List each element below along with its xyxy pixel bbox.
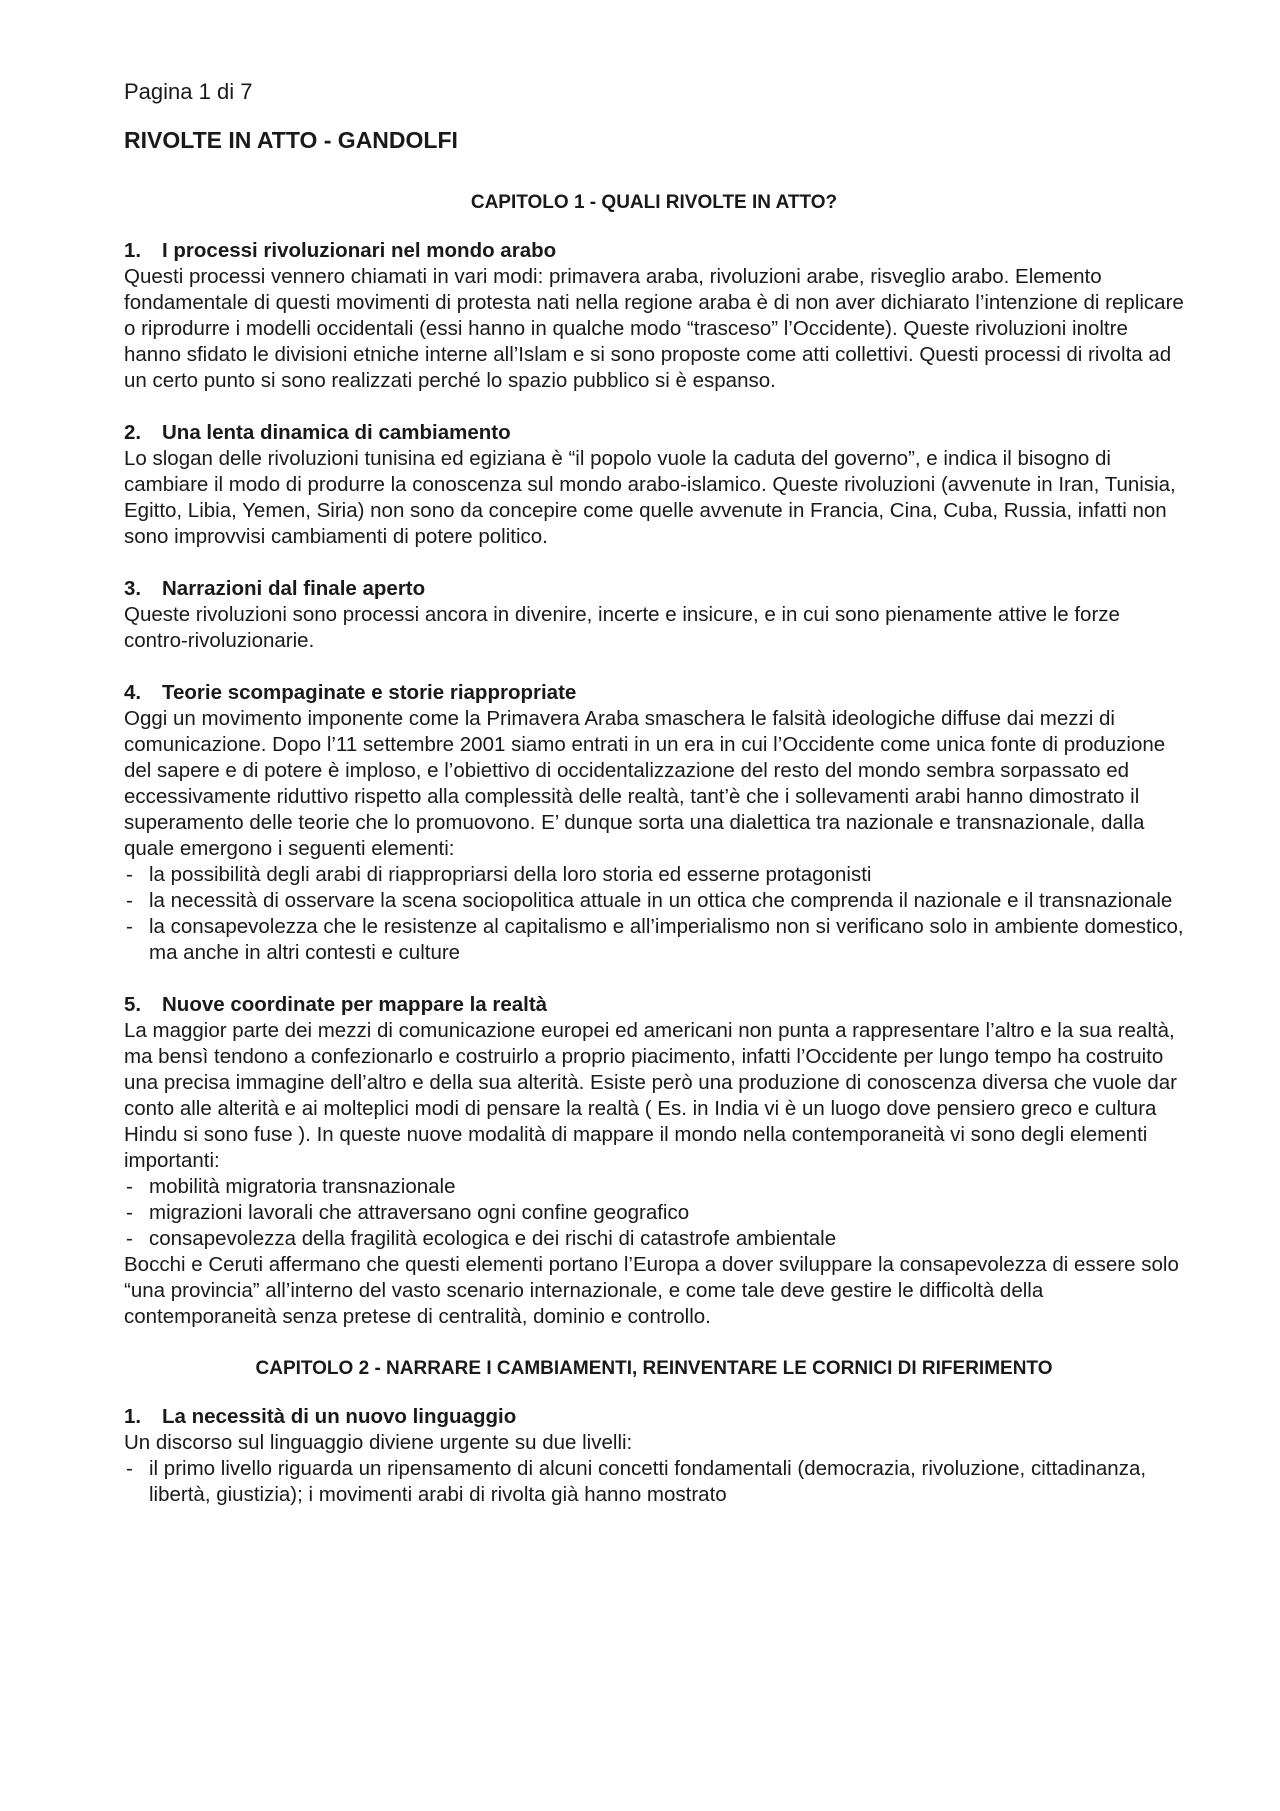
section [124, 680, 1184, 966]
bullet-dash: - [126, 915, 133, 938]
paragraph: Questi processi vennero chiamati in vari modi: primavera araba, rivoluzioni arabe, risveglio arabo. Elemento fondamentale di questi movimenti di protesta nati nella regione araba è di non aver dichiarato l’intenzione di replicare o riprodurre i modelli occidentali (essi hanno in qualche modo “trasceso” l’Occidente). Queste rivoluzioni inoltre hanno sfidato le divisioni etniche interne all’Islam e si sono proposte come atti collettivi. Questi processi di rivolta ad un certo punto si sono realizzati perché lo spazio pubblico si è espanso. [124, 265, 1184, 392]
list-item [124, 862, 1184, 888]
section-number: 5. [124, 993, 142, 1016]
section-number: 4. [124, 681, 142, 704]
list-item [124, 888, 1184, 914]
section-heading-text: Teorie scompaginate e storie riappropriate [162, 681, 577, 704]
section-number: 3. [124, 577, 142, 600]
bullet-list [124, 862, 1184, 966]
list-item-text: consapevolezza della fragilità ecologica e dei rischi di catastrofe ambientale [149, 1227, 837, 1250]
section-heading [124, 238, 1184, 264]
list-item [124, 1174, 1184, 1200]
list-item-text: la necessità di osservare la scena sociopolitica attuale in un ottica che comprenda il nazionale e il transnazionale [149, 889, 1173, 912]
bullet-dash: - [126, 1201, 133, 1224]
section-heading-text: Nuove coordinate per mappare la realtà [162, 993, 548, 1016]
paragraph: La maggior parte dei mezzi di comunicazione europei ed americani non punta a rappresentare l’altro e la sua realtà, ma bensì tendono a confezionarlo e costruirlo a proprio piacimento, infatti l’Occidente per lungo tempo ha costruito una precisa immagine dell’altro e della sua alterità. Esiste però una produzione di conoscenza diversa che vuole dar conto alle alterità e ai molteplici modi di pensare la realtà ( Es. in India vi è un luogo dove pensiero greco e cultura Hindu si sono fuse ). In queste nuove modalità di mappare il mondo nella contemporaneità vi sono degli elementi importanti: [124, 1019, 1177, 1172]
paragraph: Bocchi e Ceruti affermano che questi elementi portano l’Europa a dover sviluppare la consapevolezza di essere solo “una provincia” all’interno del vasto scenario internazionale, e come tale deve gestire le difficoltà della contemporaneità senza pretese di centralità, dominio e controllo. [124, 1253, 1179, 1328]
section-heading [124, 576, 1184, 602]
bullet-dash: - [126, 1457, 133, 1480]
bullet-list [124, 1174, 1184, 1252]
section-heading-text: Una lenta dinamica di cambiamento [162, 421, 511, 444]
section-number: 1. [124, 1405, 142, 1428]
paragraph: Oggi un movimento imponente come la Primavera Araba smaschera le falsità ideologiche diffuse dai mezzi di comunicazione. Dopo l’11 settembre 2001 siamo entrati in un era in cui l’Occidente come unica fonte di produzione del sapere e di potere è imploso, e l’obiettivo di occidentalizzazione del resto del mondo sembra sorpassato ed eccessivamente riduttivo rispetto alla complessità delle realtà, tant’è che i sollevamenti arabi hanno dimostrato il superamento delle teorie che lo promuovono. E’ dunque sorta una dialettica tra nazionale e transnazionale, dalla quale emergono i seguenti elementi: [124, 707, 1166, 860]
section [124, 576, 1184, 654]
bullet-dash: - [126, 889, 133, 912]
chapter-title: CAPITOLO 2 - NARRARE I CAMBIAMENTI, REINVENTARE LE CORNICI DI RIFERIMENTO [255, 1358, 1053, 1379]
list-item [124, 1226, 1184, 1252]
bullet-dash: - [126, 1175, 133, 1198]
section-number: 1. [124, 239, 142, 262]
chapter-title: CAPITOLO 1 - QUALI RIVOLTE IN ATTO? [470, 192, 838, 213]
page-number: Pagina 1 di 7 [124, 79, 253, 104]
list-item [124, 1456, 1184, 1508]
section-number: 2. [124, 421, 142, 444]
paragraph: Queste rivoluzioni sono processi ancora in divenire, incerte e insicure, e in cui sono pienamente attive le forze contro-rivoluzionarie. [124, 603, 1120, 652]
section-heading-text: I processi rivoluzionari nel mondo arabo [162, 239, 557, 262]
list-item-text: la possibilità degli arabi di riappropriarsi della loro storia ed esserne protagonisti [149, 863, 872, 886]
document-page [124, 78, 1184, 1534]
paragraph: Un discorso sul linguaggio diviene urgente su due livelli: [124, 1431, 633, 1454]
list-item-text: mobilità migratoria transnazionale [149, 1175, 456, 1198]
document-title: RIVOLTE IN ATTO - GANDOLFI [124, 127, 458, 153]
list-item [124, 914, 1184, 966]
bullet-list [124, 1456, 1184, 1508]
section-heading-text: Narrazioni dal finale aperto [162, 577, 426, 600]
section [124, 1404, 1184, 1508]
section-heading [124, 420, 1184, 446]
list-item [124, 1200, 1184, 1226]
section-heading [124, 992, 1184, 1018]
paragraph: Lo slogan delle rivoluzioni tunisina ed egiziana è “il popolo vuole la caduta del governo”, e indica il bisogno di cambiare il modo di produrre la conoscenza sul mondo arabo-islamico. Queste rivoluzioni (avvenute in Iran, Tunisia, Egitto, Libia, Yemen, Siria) non sono da concepire come quelle avvenute in Francia, Cina, Cuba, Russia, infatti non sono improvvisi cambiamenti di potere politico. [124, 447, 1176, 548]
section [124, 420, 1184, 550]
section-heading [124, 680, 1184, 706]
bullet-dash: - [126, 863, 133, 886]
section-heading-text: La necessità di un nuovo linguaggio [162, 1405, 517, 1428]
section [124, 238, 1184, 394]
chapters-container [124, 190, 1184, 1508]
list-item-text: il primo livello riguarda un ripensamento di alcuni concetti fondamentali (democrazia, rivoluzione, cittadinanza, libertà, giustizia); i movimenti arabi di rivolta già hanno mostrato [149, 1457, 1147, 1506]
bullet-dash: - [126, 1227, 133, 1250]
list-item-text: la consapevolezza che le resistenze al capitalismo e all’imperialismo non si verificano solo in ambiente domestico, ma anche in altri contesti e culture [149, 915, 1184, 964]
section-heading [124, 1404, 1184, 1430]
section [124, 992, 1184, 1330]
list-item-text: migrazioni lavorali che attraversano ogni confine geografico [149, 1201, 690, 1224]
